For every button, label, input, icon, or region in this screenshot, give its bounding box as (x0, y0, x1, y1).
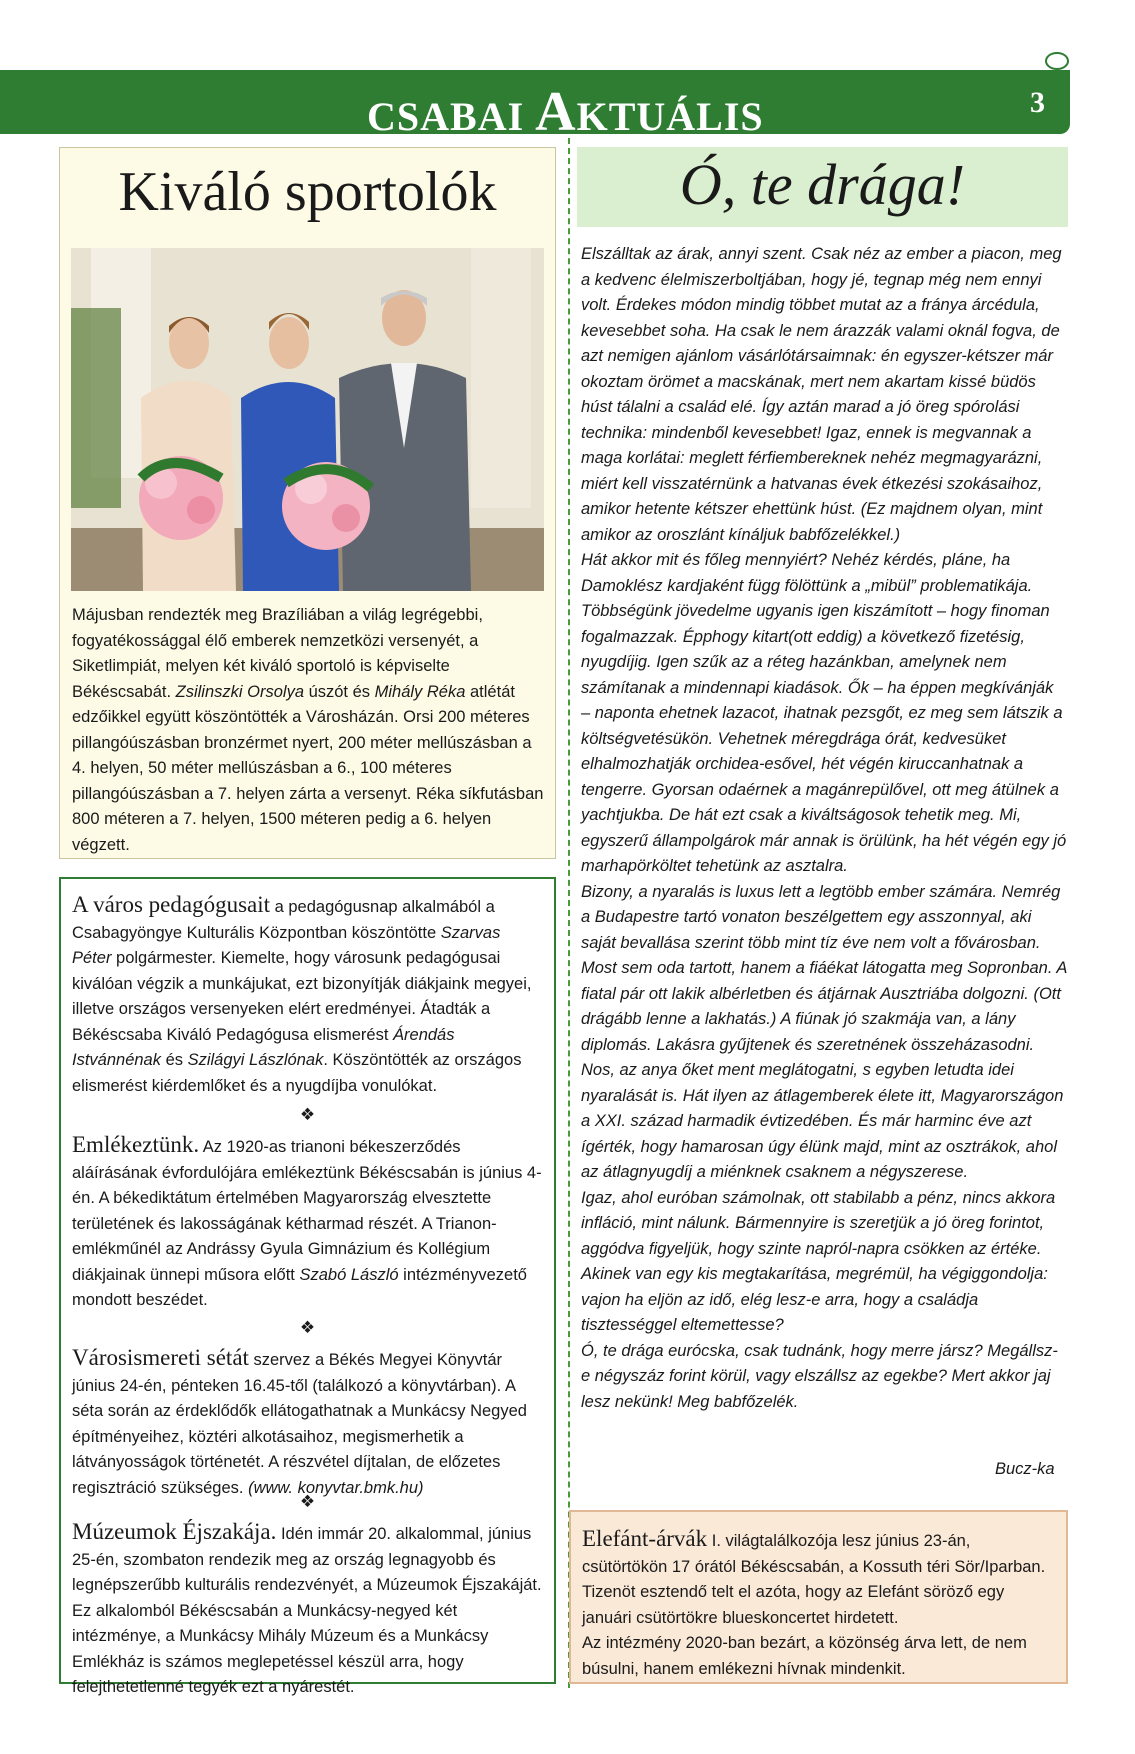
teachers-text-1: a pedagógusnap alkalmából a Csabagyöngye Kulturális Központban köszöntötte (72, 898, 495, 942)
memorial-lead: Emlékeztünk. (72, 1132, 200, 1157)
title-capital: A (535, 81, 577, 143)
sport-body (72, 603, 544, 858)
page-number: 3 (1030, 86, 1045, 119)
sport-article (59, 147, 556, 859)
publication-title (367, 80, 764, 144)
teachers-name-3: Szilágyi Lászlónak (187, 1051, 324, 1069)
elefant-body (582, 1526, 1057, 1682)
title-part-1: CSABAI (367, 94, 536, 139)
sport-photo (71, 248, 544, 591)
logo-icon (1045, 52, 1069, 70)
separator-icon: ❖ (299, 1105, 316, 1125)
memorial-text-1: Az 1920-as trianoni békeszerződés aláírásának évfordulójára emlékeztünk Békéscsabán is június 4-én. A békediktátum értelmében Magyarország elvesztette területének és lakosságának kétharmad részét. A Trianon-emlékműnél az Andrássy Gyula Gimnázium és Kollégium diákjainak ünnepi műsora előtt (72, 1138, 542, 1284)
separator-icon: ❖ (299, 1318, 316, 1338)
editorial-paragraph: Bizony, a nyaralás is luxus lett a legtöbb ember számára. Nemrég a Budapestre tartó vonaton beszélgettem egy asszonnyal, aki saját bevallása szerint több mint tíz éve nem volt a fővárosban. Most sem oda tartott, hanem a fiáékat látogatta meg Sopronban. A fiatal pár ott lakik albérletben és átjárnak Ausztriába dolgozni. (Ott drágább lenne a lakhatás.) A fiúnak jó szakmája van, a lány diplomás. Lakásra gyűjtenek és szeretnének összeházasodni. Nos, az anya őket ment meglátogatni, s egyben letudta idei nyaralását is. Hát ilyen az átlagemberek élete itt, Magyarországon a XXI. század harmadik évtizedében. És már harminc éve azt ígérték, hogy hamarosan úgy élünk majd, mint az osztrákok, ahol az átlagnyugdíj a miénknek csaknem a négyszerese. (581, 882, 1067, 1181)
sport-text-1: Májusban rendezték meg Brazíliában a világ legrégebbi, fogyatékossággal élő emberek nemzetközi versenyét, a Siketlimpiát, melyen két kiváló sportoló is képviselte Békéscsabát. (72, 606, 483, 701)
memorial-notice (72, 1132, 544, 1314)
walk-notice (72, 1345, 544, 1501)
notices-box (59, 877, 556, 1696)
title-part-2: KTUÁLIS (576, 94, 764, 139)
editorial-paragraph: Ó, te drága eurócska, csak tudnánk, hogy merre jársz? Megállsz-e négyszáz forint körül, vagy elszállsz az egekbe? Mert akkor jaj lesz nekünk! Meg babfőzelék. (581, 1341, 1058, 1411)
column-divider (568, 138, 570, 1688)
museum-notice (72, 1519, 544, 1701)
walk-lead: Városismereti sétát (72, 1345, 249, 1370)
sport-text-2: úszót és (304, 682, 375, 701)
museum-lead: Múzeumok Éjszakája. (72, 1519, 277, 1544)
teachers-text-3: és (160, 1051, 188, 1069)
editorial-header (577, 147, 1068, 227)
memorial-text-2: intézményvezető mondott beszédet. (72, 1265, 527, 1309)
memorial-name-1: Szabó László (299, 1265, 399, 1284)
editorial-paragraph: Hát akkor mit és főleg mennyiért? Nehéz kérdés, pláne, ha Damoklész kardjaként függ fölöttünk a „mibül” problematikája. Többségünk jövedelme ugyanis igen kiszámított – hogy finoman fogalmazzak. Épphogy kitart(ott eddig) a következő fizetésig, nyugdíjig. Igen szűk az a réteg hazánkban, amelynek nem számítanak a mindennapi kiadások. Ők – ha éppen megkívánják – naponta ehetnek lazacot, ihatnak pezsgőt, ez meg sem látszik a költségvetésükön. Vehetnek méregdrága órát, kedvesüket elhalmozhatják orchidea-esővel, hét végén kiruccanhatnak a tengerre. Gyorsan odaérnek a magánrepülővel, ott meg átülnek a yachtjukba. De hát ezt csak a kiváltságosok tehetik meg. Mi, egyszerű állampolgárok már annak is örülünk, ha hét végén egy jó marhapörköltet tehetünk az asztalra. (581, 551, 1067, 875)
teachers-lead: A város pedagógusait (72, 892, 271, 917)
elefant-text-1: I. világtalálkozója lesz június 23-án, csütörtökön 17 órától Békéscsabán, a Kossuth téri Sör/Iparban. Tizenöt esztendő telt el azóta, hogy az Elefánt söröző egy januári csütörtökre blueskoncertet hirdetett. (582, 1532, 1046, 1627)
editorial-body (581, 242, 1067, 1415)
walk-link: (www. konyvtar.bmk.hu) (248, 1478, 424, 1497)
elefant-lead: Elefánt-árvák (582, 1526, 708, 1551)
teachers-name-1: Szarvas Péter (72, 923, 501, 967)
elefant-notice-box (569, 1510, 1068, 1684)
editorial-paragraph: Elszálltak az árak, annyi szent. Csak néz az ember a piacon, meg a kedvenc élelmiszerboltjában, hogy jé, tegnap még nem ennyi volt. Érdekes módon mindig többet mutat az a fránya árcédula, kevesebbet soha. Ha csak le nem árazzák valami oknál fogva, de azt nemigen ajánlom vásárlótársaimnak: én egyszer-kétszer már okoztam örömet a macskának, mert nem akartam kissé büdös húst tálalni a család elé. Így aztán marad a jó öreg spórolási technika: mindenből kevesebbet! Igaz, ennek is megvannak a maga korlátai: meglett férfiembereknek nehéz megmagyarázni, miért kell visszatérnünk a hatvanas évek étkezési szokásaihoz, amikor hetente kétszer ehettünk húst. (Ez majdnem olyan, mint amikor az oroszlánt kínáljuk babfőzelékkel.) (581, 245, 1062, 544)
sport-text-3: atlétát edzőikkel együtt köszöntötték a Városházán. Orsi 200 méteres pillangóúszásban bronzérmet nyert, 200 méter mellúszásban a 4. helyen, 50 méter mellúszásban a 6., 100 méteres pillangóúszásban a 7. helyen zárta a versenyt. Réka síkfutásban 800 méteren a 7. helyen, 1500 méteren pedig a 6. helyen végzett. (72, 682, 544, 854)
athlete-name-1: Zsilinszki Orsolya (175, 682, 304, 701)
editorial-title: Ó, te drága! (679, 152, 966, 217)
walk-text-1: szervez a Békés Megyei Könyvtár június 24-én, pénteken 16.45-től (találkozó a könyvtárban). A séta során az érdeklődők ellátogathatnak a Munkácsy Negyed építményeihez, köztéri alkotásaihoz, megismerhetik a látványosságok történetét. A részvétel díjtalan, de előzetes regisztráció szükséges. (72, 1351, 527, 1497)
editorial-paragraph: Igaz, ahol euróban számolnak, ott stabilabb a pénz, nincs akkora infláció, mint nálunk. Bármennyire is szeretjük a jó öreg forintot, aggódva figyeljük, hogy szinte napról-napra csökken az értéke. Akinek van egy kis megtakarítása, megrémül, ha végiggondolja: vajon ha eljön az idő, elég lesz-e arra, hogy a családja tisztességgel eltemettesse? (581, 1188, 1056, 1334)
teachers-notice (72, 892, 544, 1099)
museum-text-1: Idén immár 20. alkalommal, június 25-én, szombaton rendezik meg az ország legnagyobb és legnépszerűbb kulturális rendezvényét, a Múzeumok Éjszakáját. Ez alkalomból Békéscsabán a Munkácsy-negyed két intézménye, a Munkácsy Mihály Múzeum és a Munkácsy Emlékház is számos meglepetéssel készül arra, hogy felejthetetlenné tegyék ezt a nyárestét. (72, 1525, 542, 1696)
teachers-text-4: . Köszöntötték az országos elismerést kiérdemlőket és a nyugdíjba vonulókat. (72, 1051, 522, 1095)
elefant-text-2: Az intézmény 2020-ban bezárt, a közönség árva lett, de nem búsulni, hanem emlékezni hívnak mindenkit. (582, 1634, 1027, 1678)
teachers-name-2: Árendás Istvánnénak (72, 1025, 455, 1069)
separator-icon: ❖ (299, 1492, 316, 1512)
editorial-signature: Bucz-ka (995, 1460, 1055, 1478)
sport-title: Kiváló sportolók (118, 161, 497, 223)
athlete-name-2: Mihály Réka (374, 682, 466, 701)
teachers-text-2: polgármester. Kiemelte, hogy városunk pedagógusai kiválóan végzik a munkájukat, ezt bizonyítják diákjaink megyei, illetve országos versenyeken elért eredményei. Átadták a Békéscsaba Kiváló Pedagógusa elismerést (72, 949, 532, 1044)
photo-illustration (71, 248, 544, 591)
